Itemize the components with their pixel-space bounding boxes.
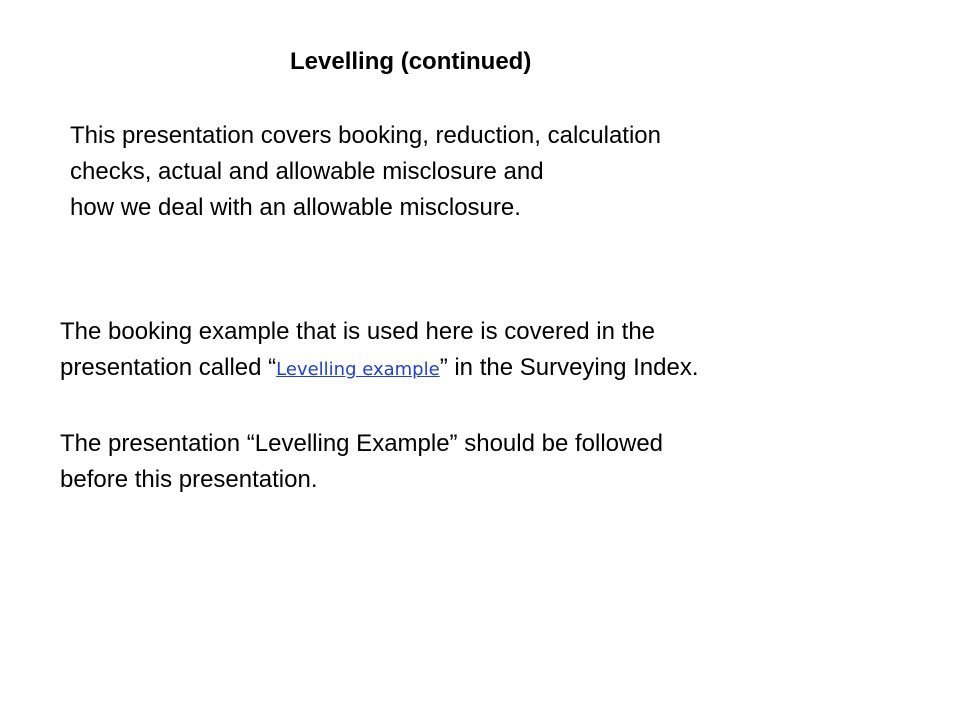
booking-line-suffix: ” in the Surveying Index. xyxy=(439,354,699,381)
intro-line: checks, actual and allowable misclosure and xyxy=(70,158,544,185)
booking-paragraph xyxy=(60,314,950,388)
follow-line: before this presentation. xyxy=(60,466,318,493)
booking-line-with-link xyxy=(60,350,950,388)
intro-line: This presentation covers booking, reduction, calculation xyxy=(70,122,661,149)
intro-line: how we deal with an allowable misclosure. xyxy=(70,194,521,221)
booking-line-prefix: presentation called “ xyxy=(60,354,277,381)
booking-line: The booking example that is used here is covered in the xyxy=(60,318,656,345)
levelling-example-link[interactable]: Levelling example xyxy=(276,359,440,380)
slide-title: Levelling (continued) xyxy=(290,48,532,75)
intro-paragraph xyxy=(70,118,930,226)
follow-line: The presentation “Levelling Example” should be followed xyxy=(60,430,664,457)
follow-paragraph xyxy=(60,426,950,498)
